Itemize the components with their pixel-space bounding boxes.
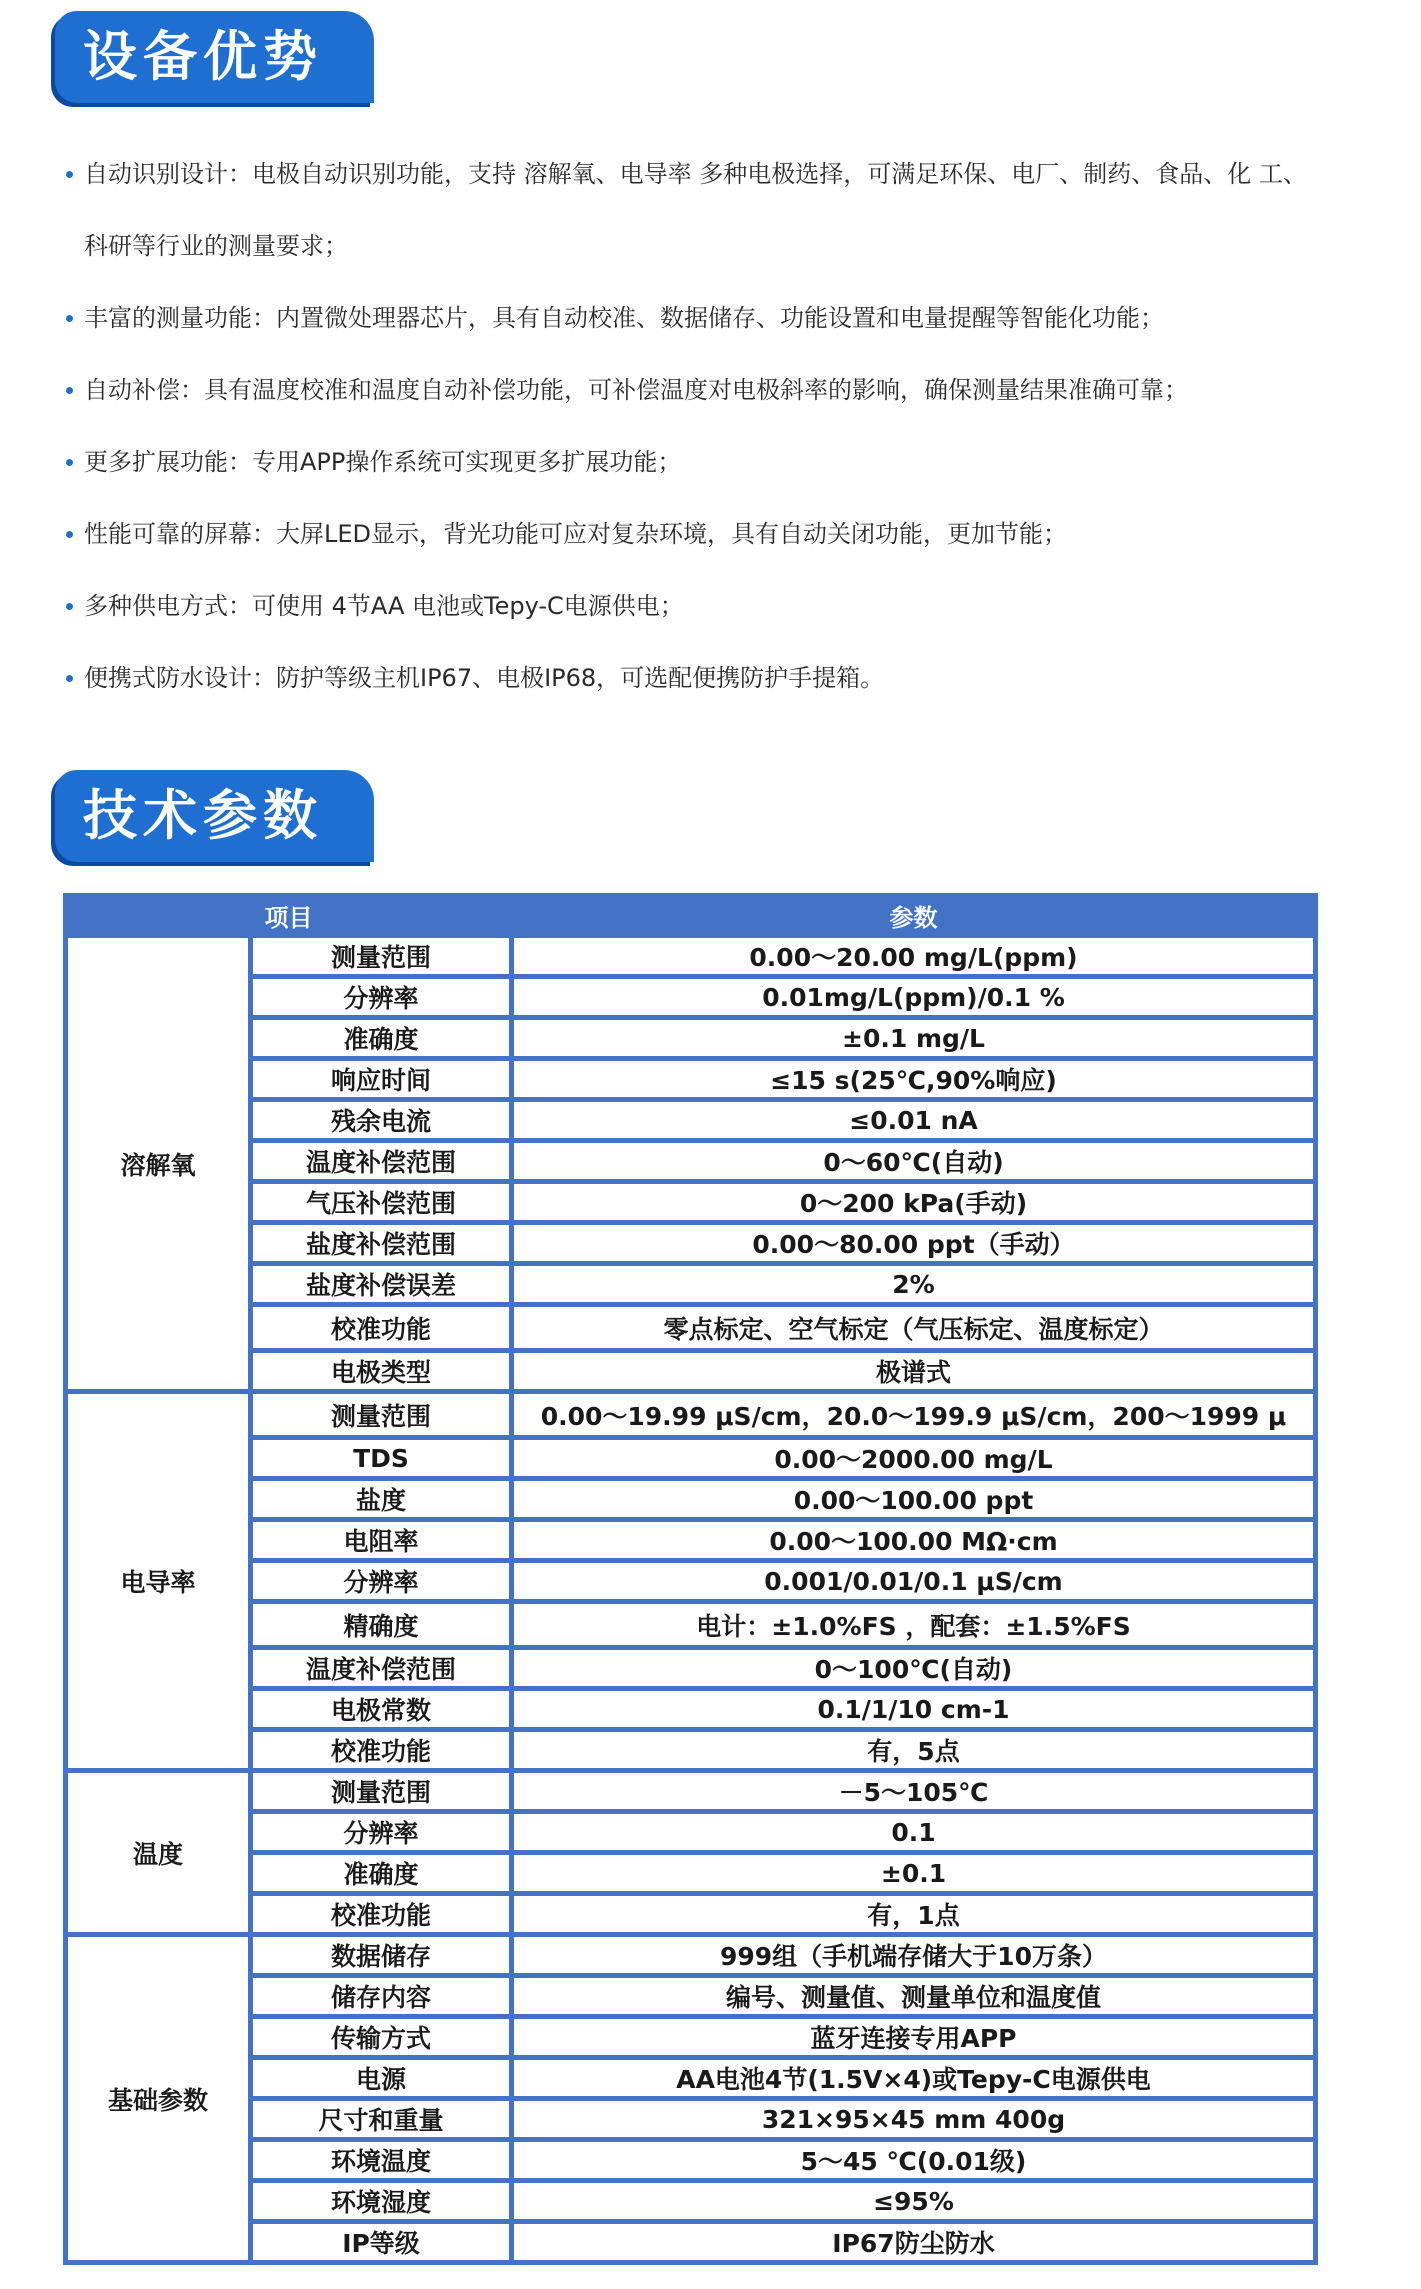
feature-item [60, 354, 1350, 426]
table-row [68, 2101, 1313, 2137]
param-name-cell: 残余电流 [253, 1102, 509, 1138]
table-row [68, 1814, 1313, 1850]
bullet-icon [66, 315, 73, 322]
table-row [68, 1143, 1313, 1179]
param-name-cell: 电极类型 [253, 1353, 509, 1389]
param-name-cell: 环境温度 [253, 2142, 509, 2178]
table-row [68, 2183, 1313, 2219]
param-value-cell: 0.1/1/10 cm-1 [514, 1691, 1313, 1727]
table-row [68, 1266, 1313, 1302]
table-row [68, 1604, 1313, 1645]
param-value-cell: ≤0.01 nA [514, 1102, 1313, 1138]
bullet-icon [66, 675, 73, 682]
header-item: 项目 [68, 898, 509, 933]
param-name-cell: 盐度补偿误差 [253, 1266, 509, 1302]
param-value-cell: 蓝牙连接专用APP [514, 2019, 1313, 2055]
table-row [68, 2060, 1313, 2096]
param-value-cell: ≤95% [514, 2183, 1313, 2219]
param-name-cell: 分辨率 [253, 979, 509, 1015]
bullet-icon [66, 603, 73, 610]
table-row [68, 1978, 1313, 2014]
group-name-cell: 基础参数 [68, 1937, 248, 2260]
param-name-cell: 校准功能 [253, 1732, 509, 1768]
param-value-cell: 0.00～19.99 μS/cm，20.0～199.9 μS/cm，200～1999 μ [514, 1394, 1313, 1435]
param-name-cell: 环境湿度 [253, 2183, 509, 2219]
param-value-cell: －5～105℃ [514, 1773, 1313, 1809]
feature-item [60, 570, 1350, 642]
param-value-cell: 0.00～2000.00 mg/L [514, 1440, 1313, 1476]
feature-list [60, 138, 1350, 714]
group-name-cell: 电导率 [68, 1394, 248, 1768]
table-header-row [68, 898, 1313, 933]
param-name-cell: IP等级 [253, 2224, 509, 2260]
param-value-cell: IP67防尘防水 [514, 2224, 1313, 2260]
feature-item [60, 426, 1350, 498]
table-row [68, 1522, 1313, 1558]
spec-table [63, 893, 1318, 2265]
feature-item [60, 642, 1350, 714]
param-value-cell: 编号、测量值、测量单位和温度值 [514, 1978, 1313, 2014]
table-row [68, 1650, 1313, 1686]
bullet-icon [66, 531, 73, 538]
param-value-cell: 0～100℃(自动) [514, 1650, 1313, 1686]
table-row [68, 1394, 1313, 1435]
param-value-cell: 0.001/0.01/0.1 μS/cm [514, 1563, 1313, 1599]
table-row [68, 1481, 1313, 1517]
param-value-cell: ±0.1 [514, 1855, 1313, 1891]
table-row [68, 1307, 1313, 1348]
feature-text: 更多扩展功能：专用APP操作系统可实现更多扩展功能； [84, 448, 682, 476]
table-row [68, 1937, 1313, 1973]
param-name-cell: 精确度 [253, 1604, 509, 1645]
feature-text: 科研等行业的测量要求； [84, 232, 348, 260]
param-value-cell: 0.1 [514, 1814, 1313, 1850]
param-name-cell: 气压补偿范围 [253, 1184, 509, 1220]
param-name-cell: 响应时间 [253, 1061, 509, 1097]
table-row [68, 1102, 1313, 1138]
param-value-cell: ±0.1 mg/L [514, 1020, 1313, 1056]
param-value-cell: 0.01mg/L(ppm)/0.1 % [514, 979, 1313, 1015]
table-row [68, 2224, 1313, 2260]
param-name-cell: 储存内容 [253, 1978, 509, 2014]
bullet-icon [66, 171, 73, 178]
bullet-icon [66, 459, 73, 466]
table-row [68, 1440, 1313, 1476]
feature-text: 便携式防水设计：防护等级主机IP67、电极IP68，可选配便携防护手提箱。 [84, 664, 885, 692]
param-value-cell: AA电池4节(1.5V×4)或Tepy-C电源供电 [514, 2060, 1313, 2096]
table-row [68, 1184, 1313, 1220]
param-name-cell: 校准功能 [253, 1896, 509, 1932]
param-name-cell: 盐度 [253, 1481, 509, 1517]
table-row [68, 1855, 1313, 1891]
param-name-cell: 温度补偿范围 [253, 1143, 509, 1179]
param-name-cell: 准确度 [253, 1855, 509, 1891]
group-name-cell: 温度 [68, 1773, 248, 1932]
table-row [68, 1773, 1313, 1809]
param-name-cell: 电极常数 [253, 1691, 509, 1727]
param-name-cell: 分辨率 [253, 1563, 509, 1599]
param-value-cell: 0.00～20.00 mg/L(ppm) [514, 938, 1313, 974]
param-value-cell: 321×95×45 mm 400g [514, 2101, 1313, 2137]
table-row [68, 979, 1313, 1015]
table-row [68, 1020, 1313, 1056]
param-name-cell: TDS [253, 1440, 509, 1476]
param-value-cell: 0.00～80.00 ppt（手动） [514, 1225, 1313, 1261]
table-row [68, 1061, 1313, 1097]
param-name-cell: 尺寸和重量 [253, 2101, 509, 2137]
param-value-cell: 0.00～100.00 ppt [514, 1481, 1313, 1517]
param-value-cell: 0～60℃(自动) [514, 1143, 1313, 1179]
param-name-cell: 温度补偿范围 [253, 1650, 509, 1686]
param-value-cell: 999组（手机端存储大于10万条） [514, 1937, 1313, 1973]
param-value-cell: ≤15 s(25℃,90%响应) [514, 1061, 1313, 1097]
param-value-cell: 极谱式 [514, 1353, 1313, 1389]
param-value-cell: 2% [514, 1266, 1313, 1302]
param-name-cell: 准确度 [253, 1020, 509, 1056]
table-row [68, 1732, 1313, 1768]
param-name-cell: 测量范围 [253, 1773, 509, 1809]
table-row [68, 1225, 1313, 1261]
feature-item [60, 282, 1350, 354]
feature-text: 性能可靠的屏幕：大屏LED显示，背光功能可应对复杂环境，具有自动关闭功能，更加节能； [84, 520, 1068, 548]
param-name-cell: 测量范围 [253, 938, 509, 974]
param-value-cell: 有，1点 [514, 1896, 1313, 1932]
table-row [68, 938, 1313, 974]
param-value-cell: 0.00～100.00 MΩ·cm [514, 1522, 1313, 1558]
param-name-cell: 传输方式 [253, 2019, 509, 2055]
table-row [68, 1353, 1313, 1389]
feature-item [60, 498, 1350, 570]
param-name-cell: 测量范围 [253, 1394, 509, 1435]
group-name-cell: 溶解氧 [68, 938, 248, 1389]
param-name-cell: 分辨率 [253, 1814, 509, 1850]
feature-text: 自动识别设计：电极自动识别功能，支持 溶解氧、电导率 多种电极选择，可满足环保、电厂、制药、食品、化 工、 [84, 160, 1307, 188]
table-row [68, 1563, 1313, 1599]
param-value-cell: 有，5点 [514, 1732, 1313, 1768]
param-name-cell: 电阻率 [253, 1522, 509, 1558]
feature-text: 自动补偿：具有温度校准和温度自动补偿功能，可补偿温度对电极斜率的影响，确保测量结果准确可靠； [84, 376, 1188, 404]
param-value-cell: 电计：±1.0%FS ，配套：±1.5%FS [514, 1604, 1313, 1645]
feature-item [60, 138, 1350, 210]
table-row [68, 2019, 1313, 2055]
param-value-cell: 零点标定、空气标定（气压标定、温度标定） [514, 1307, 1313, 1348]
section-title-specs: 技术参数 [55, 770, 374, 862]
bullet-icon [66, 387, 73, 394]
table-row [68, 1896, 1313, 1932]
feature-item-continuation [60, 210, 1350, 282]
section-title-advantages: 设备优势 [55, 11, 374, 103]
param-value-cell: 5～45 ℃(0.01级) [514, 2142, 1313, 2178]
param-name-cell: 校准功能 [253, 1307, 509, 1348]
table-row [68, 2142, 1313, 2178]
feature-text: 多种供电方式：可使用 4节AA 电池或Tepy-C电源供电； [84, 592, 684, 620]
param-name-cell: 盐度补偿范围 [253, 1225, 509, 1261]
param-value-cell: 0～200 kPa(手动) [514, 1184, 1313, 1220]
table-row [68, 1691, 1313, 1727]
param-name-cell: 电源 [253, 2060, 509, 2096]
param-name-cell: 数据储存 [253, 1937, 509, 1973]
header-param: 参数 [514, 898, 1313, 933]
feature-text: 丰富的测量功能：内置微处理器芯片，具有自动校准、数据储存、功能设置和电量提醒等智能化功能； [84, 304, 1164, 332]
